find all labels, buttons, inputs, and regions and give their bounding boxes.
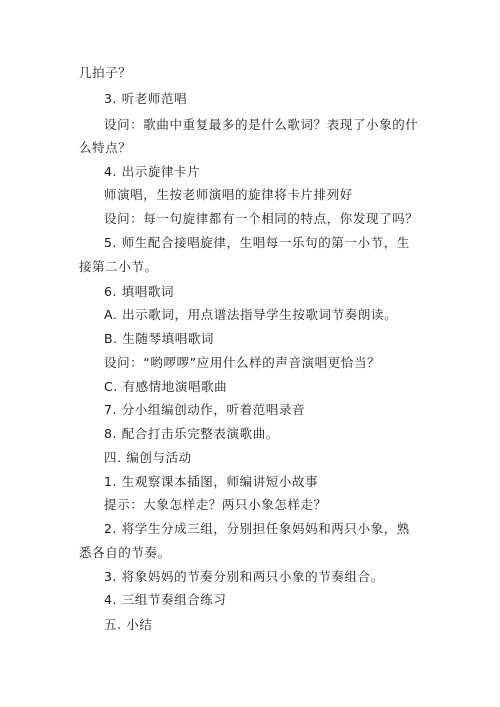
text-line: 设问：“哟啰啰”应用什么样的声音演唱更恰当？	[104, 355, 381, 370]
text-line: 3. 听老师范唱	[104, 91, 188, 106]
text-line: 么特点？	[79, 140, 132, 155]
text-line: 2. 将学生分成三组，分别担任象妈妈和两只小象，熟	[104, 521, 410, 536]
text-line: 几拍子？	[79, 65, 132, 80]
text-line: 3. 将象妈妈的节奏分别和两只小象的节奏组合。	[104, 569, 384, 584]
section-heading: 四. 编创与活动	[104, 450, 192, 465]
text-line: A. 出示歌词，用点谱法指导学生按歌词节奏朗读。	[104, 307, 398, 322]
text-line: 6. 填唱歌词	[104, 284, 175, 299]
text-line: 提示：大象怎样走？两只小象怎样走？	[104, 497, 327, 512]
text-line: C. 有感情地演唱歌曲	[104, 379, 228, 394]
text-line: 设问：每一句旋律都有一个相同的特点，你发现了吗？	[104, 211, 419, 226]
text-line: 设问：歌曲中重复最多的是什么歌词？表现了小象的什	[104, 117, 419, 132]
text-line: B. 生随琴填唱歌词	[104, 331, 215, 346]
text-line: 4. 三组节奏组合练习	[104, 592, 227, 607]
text-line: 7. 分小组编创动作，听着范唱录音	[104, 402, 306, 417]
text-line: 悉各自的节奏。	[79, 545, 171, 560]
section-heading: 五. 小结	[104, 617, 153, 632]
text-line: 8. 配合打击乐完整表演歌曲。	[104, 426, 279, 441]
text-line: 师演唱，生按老师演唱的旋律将卡片排列好	[104, 187, 353, 202]
text-line: 5. 师生配合接唱旋律，生唱每一乐句的第一小节，生	[104, 235, 410, 250]
text-line: 1. 生观察课本插图，师编讲短小故事	[104, 474, 319, 489]
text-line: 接第二小节。	[79, 259, 158, 274]
text-line: 4. 出示旋律卡片	[104, 164, 201, 179]
